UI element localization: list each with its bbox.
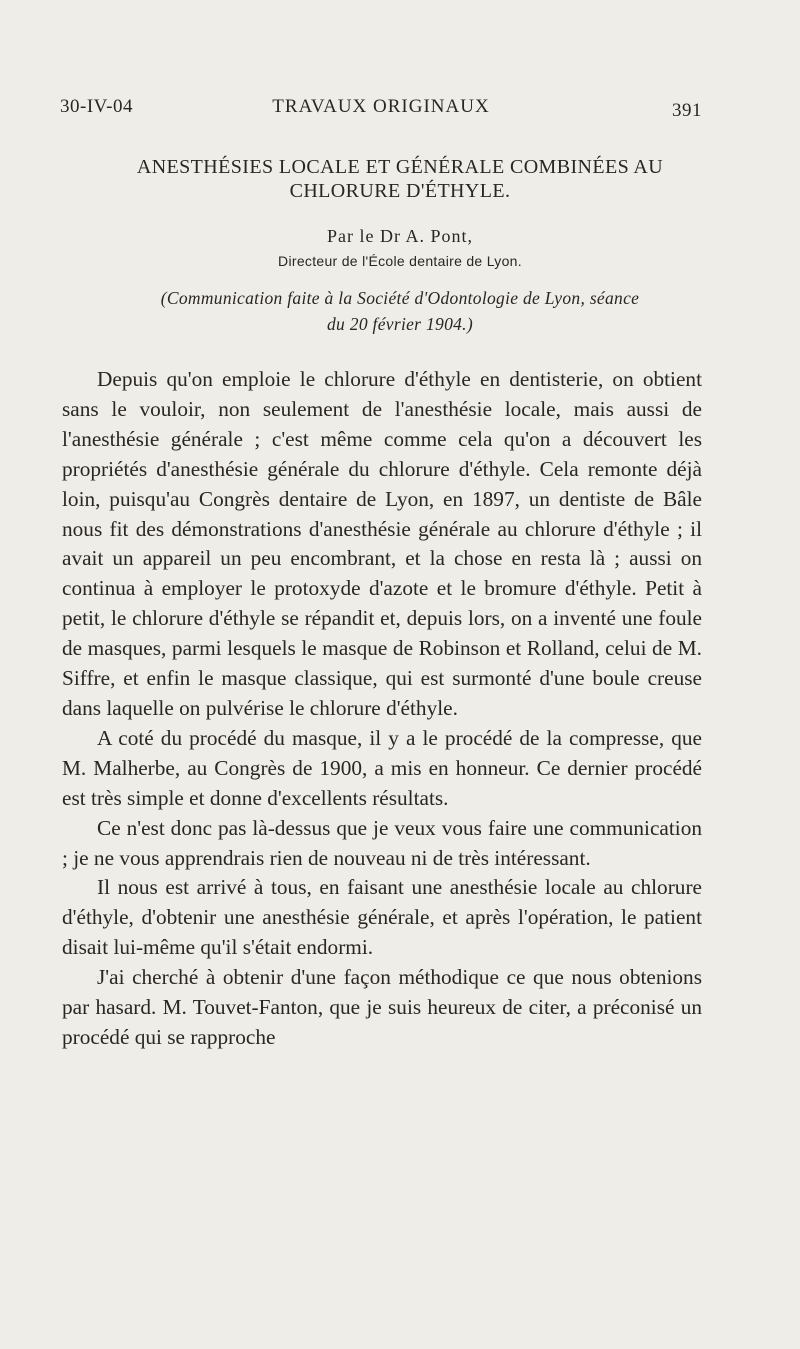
communication-note (60, 285, 740, 337)
title-line: ANESTHÉSIES LOCALE ET GÉNÉRALE COMBINÉES AU (136, 156, 664, 178)
running-head (60, 96, 702, 122)
paragraph: J'ai cherché à obtenir d'une façon méthodique ce que nous obtenions par hasard. M. Touvet-Fanton, que je suis heureux de citer, a préconisé un procédé qui se rapproche (62, 965, 702, 1049)
communication-line: (Communication faite à la Société d'Odontologie de Lyon, séance (160, 288, 640, 308)
paragraph: A coté du procédé du masque, il y a le procédé de la compresse, que M. Malherbe, au Congrès de 1900, a mis en honneur. Ce dernier procédé est très simple et donne d'excellents résultats. (62, 725, 702, 810)
issue-date: 30-IV-04 (60, 96, 133, 117)
communication-line: du 20 février 1904.) (327, 314, 473, 334)
paragraph: Ce n'est donc pas là-dessus que je veux vous faire une communication ; je ne vous apprendrais rien de nouveau ni de très intéressant. (62, 815, 702, 870)
article-title (60, 155, 740, 203)
section-title: TRAVAUX ORIGINAUX (272, 96, 490, 117)
author-affiliation: Directeur de l'École dentaire de Lyon. (278, 253, 522, 269)
article-body (62, 365, 702, 1053)
author-line: Par le Dr A. Pont, (327, 226, 473, 246)
paragraph: Il nous est arrivé à tous, en faisant une anesthésie locale au chlorure d'éthyle, d'obtenir une anesthésie générale, et après l'opération, le patient disait lui-même qu'il s'était endormi. (62, 875, 702, 960)
paragraph: Depuis qu'on emploie le chlorure d'éthyle en dentisterie, on obtient sans le vouloir, non seulement de l'anesthésie locale, mais aussi de l'anesthésie générale ; c'est même comme cela qu'on a découvert les propriétés d'anesthésie générale du chlorure d'éthyle. Cela remonte déjà loin, puisqu'au Congrès dentaire de Lyon, en 1897, un dentiste de Bâle nous fit des démonstrations d'anesthésie générale au chlorure d'éthyle ; il avait un appareil un peu encombrant, et la chose en resta là ; aussi on continua à employer le protoxyde d'azote et le bromure d'éthyle. Petit à petit, le chlorure d'éthyle se répandit et, depuis lors, on a inventé une foule de masques, parmi lesquels le masque de Robinson et Rolland, celui de M. Siffre, et enfin le masque classique, qui est surmonté d'une boule creuse dans laquelle on pulvérise le chlorure d'éthyle. (62, 367, 702, 720)
title-line: CHLORURE D'ÉTHYLE. (289, 180, 511, 202)
page-number: 391 (672, 100, 702, 121)
